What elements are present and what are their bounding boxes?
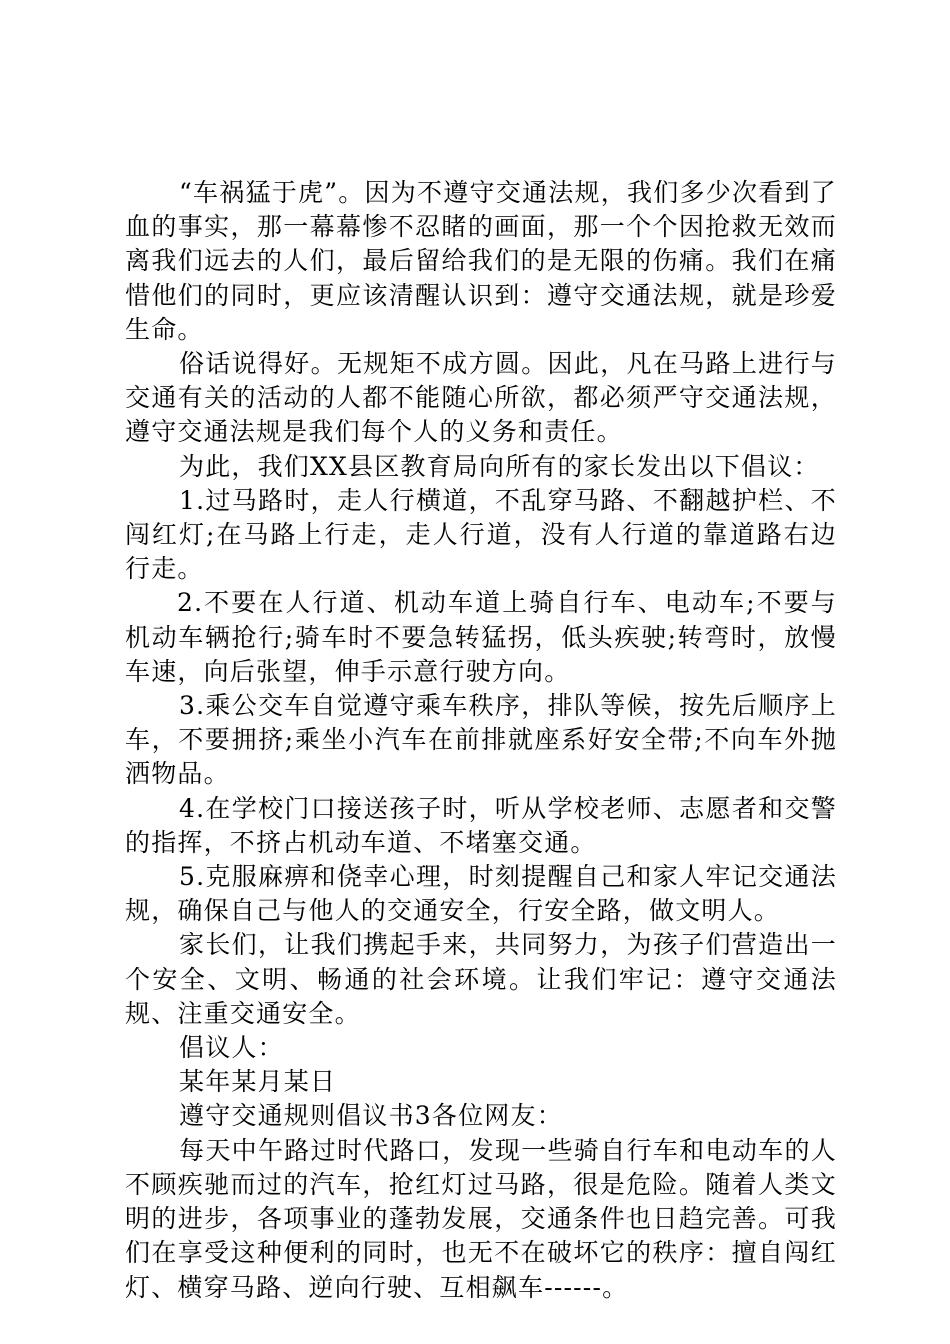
paragraph-date: 某年某月某日 xyxy=(179,1067,337,1097)
paragraph-signatory: 倡议人： xyxy=(179,1033,284,1063)
document-body xyxy=(125,176,837,1305)
paragraph-item-3: 3.乘公交车自觉遵守乘车秩序，排队等候，按先后顺序上车，不要拥挤;乘坐小汽车在前排就座系好安全带;不向车外抛洒物品。 xyxy=(125,691,837,789)
paragraph-proposal-lead: 为此，我们XX县区教育局向所有的家长发出以下倡议： xyxy=(179,451,820,481)
paragraph-appeal: 家长们，让我们携起手来，共同努力，为孩子们营造出一个安全、文明、畅通的社会环境。让我们牢记：遵守交通法规、注重交通安全。 xyxy=(125,930,837,1028)
paragraph-item-1: 1.过马路时，走人行横道，不乱穿马路、不翻越护栏、不闯红灯;在马路上行走，走人行道，没有人行道的靠道路右边行走。 xyxy=(125,485,837,584)
paragraph-item-5: 5.克服麻痹和侥幸心理，时刻提醒自己和家人牢记交通法规，确保自己与他人的交通安全，行安全路，做文明人。 xyxy=(125,862,837,926)
paragraph-item-2: 2.不要在人行道、机动车道上骑自行车、电动车;不要与机动车辆抢行;骑车时不要急转猛拐，低头疾驶;转弯时，放慢车速，向后张望，伸手示意行驶方向。 xyxy=(125,588,837,686)
paragraph-intro: “车祸猛于虎”。因为不遵守交通法规，我们多少次看到了血的事实，那一幕幕惨不忍睹的画面，那一个个因抢救无效而离我们远去的人们，最后留给我们的是无限的伤痛。我们在痛惜他们的同时，更应该清醒认识到：遵守交通法规，就是珍爱生命。 xyxy=(125,178,837,344)
paragraph-section-heading: 遵守交通规则倡议书3各位网友： xyxy=(179,1101,563,1131)
paragraph-item-4: 4.在学校门口接送孩子时，听从学校老师、志愿者和交警的指挥，不挤占机动车道、不堵塞交通。 xyxy=(125,793,837,857)
paragraph-observation: 每天中午路过时代路口，发现一些骑自行车和电动车的人不顾疾驰而过的汽车，抢红灯过马路，很是危险。随着人类文明的进步，各项事业的蓬勃发展，交通条件也日趋完善。可我们在享受这种便利的同时，也无不在破坏它的秩序：擅自闯红灯、横穿马路、逆向行驶、互相飙车------。 xyxy=(125,1135,837,1302)
paragraph-proverb: 俗话说得好。无规矩不成方圆。因此，凡在马路上进行与交通有关的活动的人都不能随心所欲，都必须严守交通法规，遵守交通法规是我们每个人的义务和责任。 xyxy=(125,349,837,447)
